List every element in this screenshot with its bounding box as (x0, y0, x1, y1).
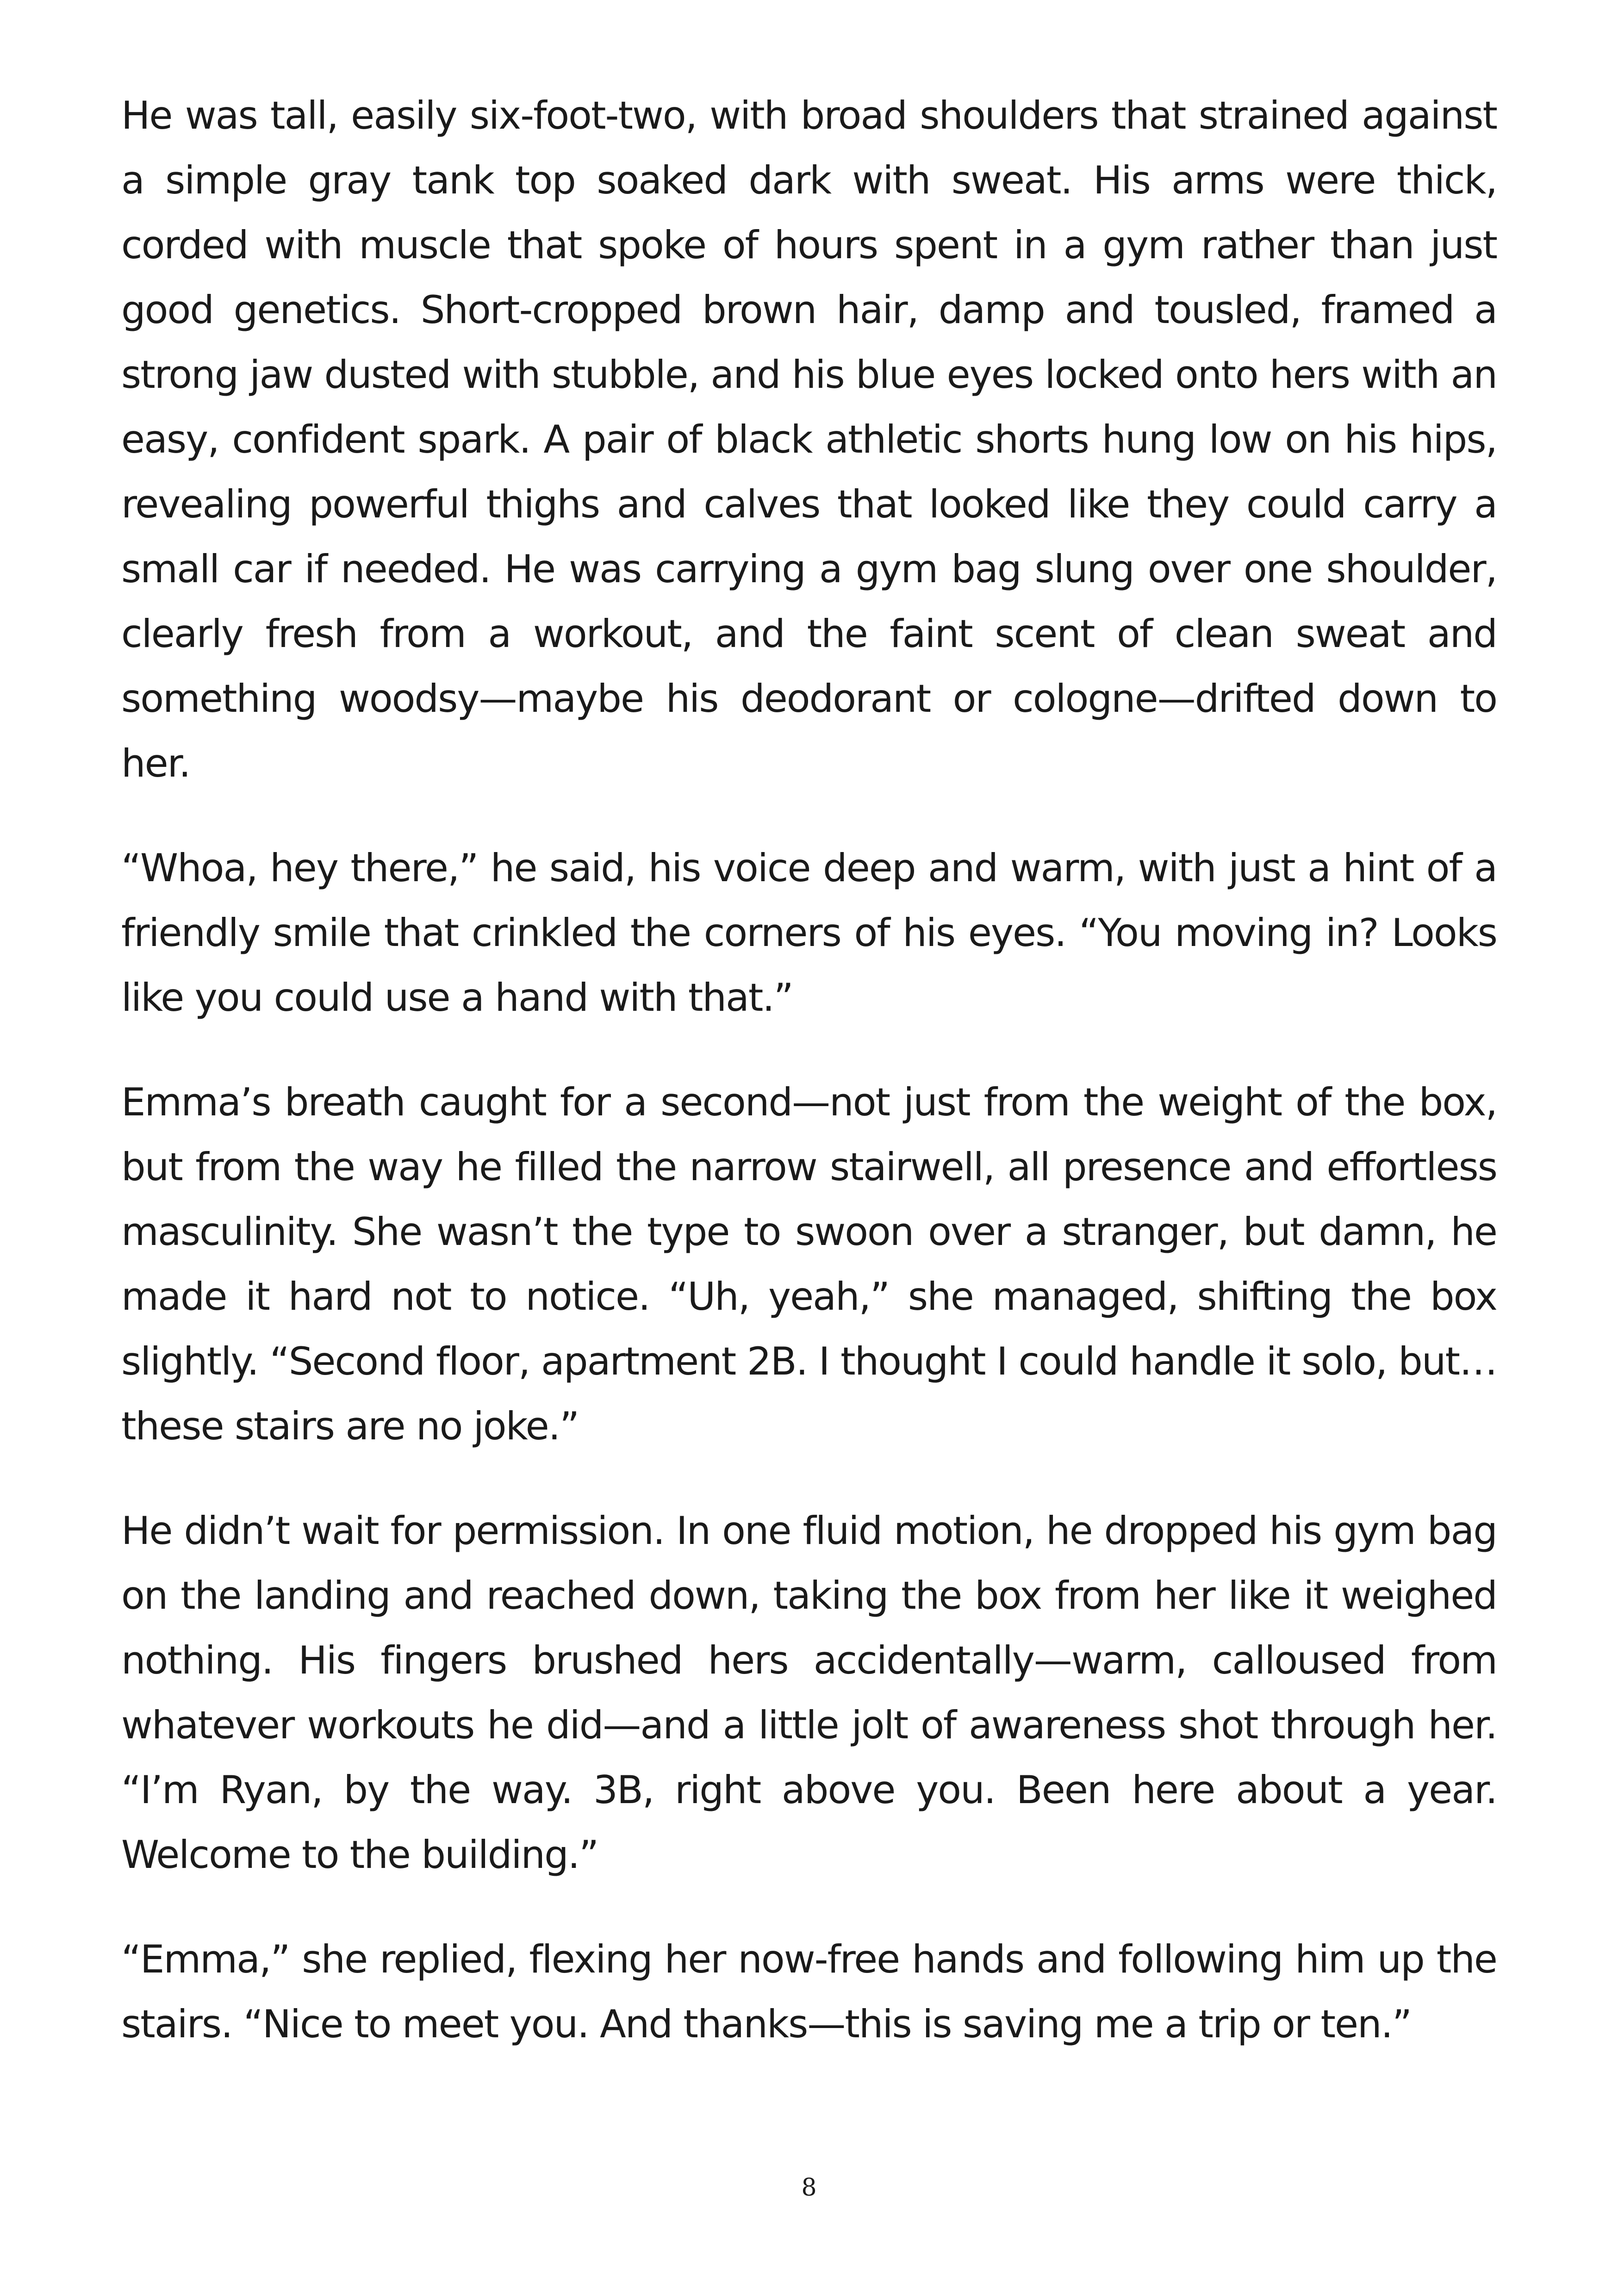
paragraph-1: He was tall, easily six-foot-two, with broad shoulders that strained against a simple gray tank top soaked dark with sweat. His arms were thick, corded with muscle that spoke of hours spent in a gym rather than just good genetics. Short-cropped brown hair, damp and tousled, framed a strong jaw dusted with stubble, and his blue eyes locked onto hers with an easy, confident spark. A pair of black athletic shorts hung low on his hips, revealing powerful thighs and calves that looked like they could carry a small car if needed. He was carrying a gym bag slung over one shoulder, clearly fresh from a workout, and the faint scent of clean sweat and something woodsy—maybe his deodorant or cologne—drifted down to her. (121, 93, 1497, 786)
paragraph-3: Emma’s breath caught for a second—not just from the weight of the box, but from the way he filled the narrow stairwell, all presence and effortless masculinity. She wasn’t the type to swoon over a stranger, but damn, he made it hard not to notice. “Uh, yeah,” she managed, shifting the box slightly. “Second floor, apartment 2B. I thought I could handle it solo, but… these stairs are no joke.” (121, 1080, 1497, 1449)
body-text (121, 83, 1497, 2097)
paragraph-4: He didn’t wait for permission. In one fluid motion, he dropped his gym bag on the landing and reached down, taking the box from her like it weighed nothing. His fingers brushed hers accidentally—warm, calloused from whatever workouts he did—and a little jolt of awareness shot through her. “I’m Ryan, by the way. 3B, right above you. Been here about a year. Welcome to the building.” (121, 1508, 1497, 1877)
paragraph-5: “Emma,” she replied, flexing her now-free hands and following him up the stairs. “Nice to meet you. And thanks—this is saving me a trip or ten.” (121, 1937, 1497, 2047)
paragraph-2: “Whoa, hey there,” he said, his voice deep and warm, with just a hint of a friendly smile that crinkled the corners of his eyes. “You moving in? Looks like you could use a hand with that.” (121, 846, 1497, 1020)
page-number: 8 (801, 2174, 817, 2202)
